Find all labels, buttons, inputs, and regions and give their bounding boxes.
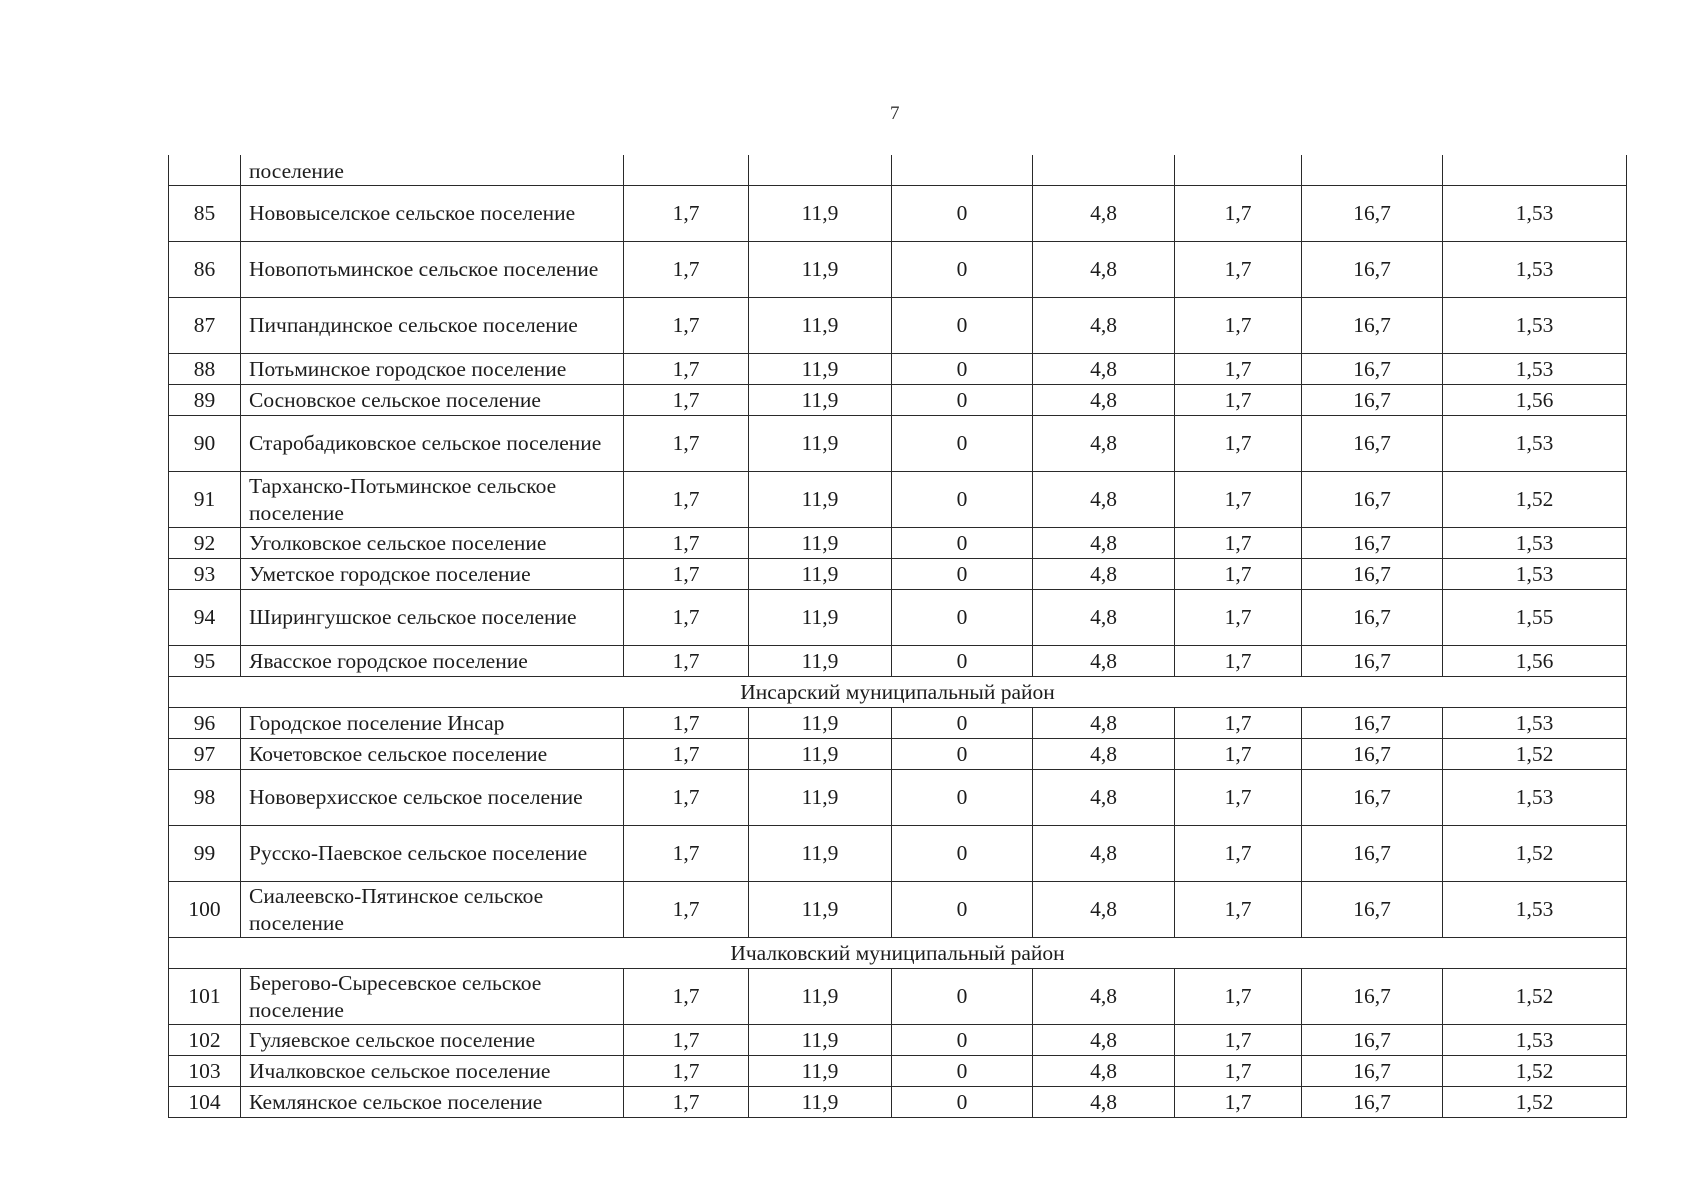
value-cell: 1,53 xyxy=(1443,559,1627,590)
value-cell: 0 xyxy=(892,186,1033,242)
value-cell: 4,8 xyxy=(1033,472,1175,528)
table-row xyxy=(169,882,1627,938)
value-cell: 1,7 xyxy=(1175,739,1302,770)
district-header-row xyxy=(169,677,1627,708)
value-cell: 4,8 xyxy=(1033,528,1175,559)
table-row xyxy=(169,385,1627,416)
value-cell: 1,7 xyxy=(624,242,749,298)
number-cell xyxy=(169,155,241,186)
value-cell: 1,7 xyxy=(1175,590,1302,646)
value-cell: 1,7 xyxy=(1175,559,1302,590)
settlement-name: Явасское городское поселение xyxy=(241,646,624,677)
value-cell: 1,7 xyxy=(624,646,749,677)
settlement-name: Берегово-Сыресевское сельское поселение xyxy=(241,969,624,1025)
value-cell: 1,7 xyxy=(1175,298,1302,354)
value-cell: 0 xyxy=(892,646,1033,677)
value-cell: 1,7 xyxy=(1175,646,1302,677)
value-cell: 16,7 xyxy=(1302,242,1443,298)
value-cell: 4,8 xyxy=(1033,882,1175,938)
value-cell: 4,8 xyxy=(1033,186,1175,242)
value-cell: 0 xyxy=(892,528,1033,559)
value-cell: 1,7 xyxy=(624,1056,749,1087)
value-cell: 1,7 xyxy=(624,186,749,242)
value-cell: 16,7 xyxy=(1302,708,1443,739)
value-cell: 16,7 xyxy=(1302,739,1443,770)
value-cell: 1,53 xyxy=(1443,882,1627,938)
settlement-name-cell: поселение xyxy=(241,155,624,186)
row-number: 100 xyxy=(169,882,241,938)
settlement-name: Ширингушское сельское поселение xyxy=(241,590,624,646)
value-cell: 1,7 xyxy=(624,770,749,826)
settlement-name: Сосновское сельское поселение xyxy=(241,385,624,416)
value-cell: 4,8 xyxy=(1033,242,1175,298)
value-cell: 4,8 xyxy=(1033,385,1175,416)
settlement-name: Пичпандинское сельское поселение xyxy=(241,298,624,354)
table-row xyxy=(169,1025,1627,1056)
settlement-name: Гуляевское сельское поселение xyxy=(241,1025,624,1056)
value-cell: 1,52 xyxy=(1443,826,1627,882)
value-cell: 11,9 xyxy=(749,472,892,528)
value-cell xyxy=(1175,155,1302,186)
value-cell: 1,7 xyxy=(624,354,749,385)
value-cell: 1,53 xyxy=(1443,186,1627,242)
value-cell: 1,7 xyxy=(1175,472,1302,528)
table-row xyxy=(169,528,1627,559)
settlement-name: Нововерхисское сельское поселение xyxy=(241,770,624,826)
value-cell: 11,9 xyxy=(749,739,892,770)
value-cell: 1,7 xyxy=(624,708,749,739)
value-cell: 16,7 xyxy=(1302,385,1443,416)
value-cell: 1,7 xyxy=(1175,770,1302,826)
row-number: 104 xyxy=(169,1087,241,1118)
settlement-name: Старобадиковское сельское поселение xyxy=(241,416,624,472)
value-cell: 11,9 xyxy=(749,186,892,242)
value-cell: 16,7 xyxy=(1302,1087,1443,1118)
value-cell: 0 xyxy=(892,708,1033,739)
value-cell: 4,8 xyxy=(1033,826,1175,882)
row-number: 91 xyxy=(169,472,241,528)
value-cell: 0 xyxy=(892,1056,1033,1087)
value-cell: 16,7 xyxy=(1302,1056,1443,1087)
settlement-name: Городское поселение Инсар xyxy=(241,708,624,739)
row-number: 95 xyxy=(169,646,241,677)
settlement-name: Кочетовское сельское поселение xyxy=(241,739,624,770)
row-number: 102 xyxy=(169,1025,241,1056)
value-cell: 11,9 xyxy=(749,1087,892,1118)
row-number: 93 xyxy=(169,559,241,590)
settlement-name: Ичалковское сельское поселение xyxy=(241,1056,624,1087)
value-cell: 0 xyxy=(892,590,1033,646)
row-number: 86 xyxy=(169,242,241,298)
value-cell: 1,7 xyxy=(624,385,749,416)
table-row xyxy=(169,472,1627,528)
value-cell: 11,9 xyxy=(749,969,892,1025)
row-number: 85 xyxy=(169,186,241,242)
value-cell: 1,53 xyxy=(1443,242,1627,298)
row-number: 88 xyxy=(169,354,241,385)
value-cell xyxy=(1033,155,1175,186)
value-cell: 0 xyxy=(892,416,1033,472)
district-title: Инсарский муниципальный район xyxy=(169,677,1627,708)
value-cell: 1,56 xyxy=(1443,646,1627,677)
value-cell: 11,9 xyxy=(749,590,892,646)
table-row xyxy=(169,354,1627,385)
value-cell: 16,7 xyxy=(1302,354,1443,385)
value-cell: 1,7 xyxy=(624,559,749,590)
value-cell: 16,7 xyxy=(1302,590,1443,646)
value-cell: 0 xyxy=(892,826,1033,882)
value-cell: 11,9 xyxy=(749,708,892,739)
table-row xyxy=(169,969,1627,1025)
value-cell: 1,7 xyxy=(624,590,749,646)
value-cell: 1,7 xyxy=(1175,1025,1302,1056)
value-cell: 1,53 xyxy=(1443,298,1627,354)
value-cell: 1,56 xyxy=(1443,385,1627,416)
value-cell: 1,7 xyxy=(624,472,749,528)
table-row xyxy=(169,739,1627,770)
value-cell: 16,7 xyxy=(1302,826,1443,882)
value-cell: 16,7 xyxy=(1302,416,1443,472)
value-cell: 11,9 xyxy=(749,559,892,590)
value-cell: 1,7 xyxy=(1175,969,1302,1025)
continuation-row xyxy=(169,155,1627,186)
value-cell: 11,9 xyxy=(749,770,892,826)
value-cell: 1,7 xyxy=(1175,1056,1302,1087)
value-cell: 1,52 xyxy=(1443,472,1627,528)
settlement-name: Русско-Паевское сельское поселение xyxy=(241,826,624,882)
table-row xyxy=(169,559,1627,590)
row-number: 94 xyxy=(169,590,241,646)
table-row xyxy=(169,646,1627,677)
value-cell: 4,8 xyxy=(1033,298,1175,354)
settlement-name: Уголковское сельское поселение xyxy=(241,528,624,559)
value-cell: 4,8 xyxy=(1033,1056,1175,1087)
district-title: Ичалковский муниципальный район xyxy=(169,938,1627,969)
value-cell: 1,53 xyxy=(1443,708,1627,739)
settlement-name: Новопотьминское сельское поселение xyxy=(241,242,624,298)
value-cell: 0 xyxy=(892,559,1033,590)
value-cell: 4,8 xyxy=(1033,416,1175,472)
value-cell xyxy=(1302,155,1443,186)
value-cell: 11,9 xyxy=(749,528,892,559)
value-cell: 1,7 xyxy=(624,528,749,559)
value-cell: 1,7 xyxy=(1175,385,1302,416)
row-number: 99 xyxy=(169,826,241,882)
row-number: 97 xyxy=(169,739,241,770)
value-cell: 11,9 xyxy=(749,882,892,938)
value-cell: 1,53 xyxy=(1443,770,1627,826)
value-cell: 4,8 xyxy=(1033,646,1175,677)
value-cell xyxy=(749,155,892,186)
settlement-name: Уметское городское поселение xyxy=(241,559,624,590)
row-number: 98 xyxy=(169,770,241,826)
row-number: 96 xyxy=(169,708,241,739)
value-cell: 1,7 xyxy=(624,1025,749,1056)
settlement-name: Сиалеевско-Пятинское сельское поселение xyxy=(241,882,624,938)
value-cell: 4,8 xyxy=(1033,708,1175,739)
value-cell: 0 xyxy=(892,385,1033,416)
value-cell: 4,8 xyxy=(1033,969,1175,1025)
value-cell: 0 xyxy=(892,242,1033,298)
settlement-name: Потьминское городское поселение xyxy=(241,354,624,385)
value-cell: 4,8 xyxy=(1033,770,1175,826)
table-row xyxy=(169,242,1627,298)
value-cell: 16,7 xyxy=(1302,186,1443,242)
value-cell: 4,8 xyxy=(1033,354,1175,385)
value-cell: 0 xyxy=(892,739,1033,770)
value-cell: 11,9 xyxy=(749,354,892,385)
table-row xyxy=(169,770,1627,826)
value-cell: 0 xyxy=(892,882,1033,938)
value-cell: 11,9 xyxy=(749,298,892,354)
value-cell: 16,7 xyxy=(1302,770,1443,826)
settlement-name: Кемлянское сельское поселение xyxy=(241,1087,624,1118)
value-cell: 16,7 xyxy=(1302,646,1443,677)
table-row xyxy=(169,1087,1627,1118)
table-row xyxy=(169,186,1627,242)
value-cell: 11,9 xyxy=(749,242,892,298)
value-cell: 1,7 xyxy=(1175,826,1302,882)
value-cell xyxy=(892,155,1033,186)
value-cell: 16,7 xyxy=(1302,472,1443,528)
value-cell: 1,7 xyxy=(624,739,749,770)
value-cell: 1,7 xyxy=(624,826,749,882)
value-cell: 16,7 xyxy=(1302,528,1443,559)
value-cell: 1,53 xyxy=(1443,416,1627,472)
value-cell: 1,52 xyxy=(1443,1087,1627,1118)
row-number: 89 xyxy=(169,385,241,416)
value-cell: 1,7 xyxy=(1175,1087,1302,1118)
value-cell: 11,9 xyxy=(749,826,892,882)
value-cell: 0 xyxy=(892,298,1033,354)
value-cell: 16,7 xyxy=(1302,1025,1443,1056)
row-number: 92 xyxy=(169,528,241,559)
value-cell: 1,53 xyxy=(1443,1025,1627,1056)
value-cell: 1,7 xyxy=(624,416,749,472)
value-cell: 4,8 xyxy=(1033,1087,1175,1118)
value-cell: 1,7 xyxy=(624,1087,749,1118)
value-cell: 1,52 xyxy=(1443,969,1627,1025)
value-cell: 1,7 xyxy=(1175,416,1302,472)
value-cell: 1,7 xyxy=(1175,528,1302,559)
row-number: 90 xyxy=(169,416,241,472)
district-header-row xyxy=(169,938,1627,969)
value-cell: 1,53 xyxy=(1443,354,1627,385)
settlement-name: Нововыселское сельское поселение xyxy=(241,186,624,242)
value-cell: 11,9 xyxy=(749,646,892,677)
value-cell: 1,53 xyxy=(1443,528,1627,559)
row-number: 101 xyxy=(169,969,241,1025)
settlement-name: Тарханско-Потьминское сельское поселение xyxy=(241,472,624,528)
value-cell: 4,8 xyxy=(1033,590,1175,646)
value-cell: 11,9 xyxy=(749,1025,892,1056)
table-row xyxy=(169,826,1627,882)
table-row xyxy=(169,590,1627,646)
value-cell: 1,52 xyxy=(1443,1056,1627,1087)
value-cell: 0 xyxy=(892,354,1033,385)
value-cell: 1,7 xyxy=(624,882,749,938)
value-cell: 11,9 xyxy=(749,416,892,472)
value-cell: 16,7 xyxy=(1302,969,1443,1025)
value-cell: 0 xyxy=(892,472,1033,528)
settlement-table xyxy=(168,155,1627,1118)
table-row xyxy=(169,708,1627,739)
value-cell xyxy=(624,155,749,186)
value-cell: 4,8 xyxy=(1033,1025,1175,1056)
value-cell: 11,9 xyxy=(749,1056,892,1087)
value-cell: 1,7 xyxy=(624,298,749,354)
value-cell: 0 xyxy=(892,1087,1033,1118)
value-cell: 1,52 xyxy=(1443,739,1627,770)
table-row xyxy=(169,416,1627,472)
value-cell: 16,7 xyxy=(1302,298,1443,354)
value-cell: 0 xyxy=(892,1025,1033,1056)
value-cell: 4,8 xyxy=(1033,739,1175,770)
table-row xyxy=(169,1056,1627,1087)
value-cell: 16,7 xyxy=(1302,559,1443,590)
value-cell xyxy=(1443,155,1627,186)
page-number: 7 xyxy=(890,103,900,124)
value-cell: 1,7 xyxy=(1175,354,1302,385)
row-number: 103 xyxy=(169,1056,241,1087)
value-cell: 4,8 xyxy=(1033,559,1175,590)
value-cell: 11,9 xyxy=(749,385,892,416)
value-cell: 1,7 xyxy=(1175,242,1302,298)
value-cell: 1,7 xyxy=(1175,708,1302,739)
value-cell: 1,55 xyxy=(1443,590,1627,646)
table-row xyxy=(169,298,1627,354)
value-cell: 1,7 xyxy=(624,969,749,1025)
value-cell: 1,7 xyxy=(1175,882,1302,938)
row-number: 87 xyxy=(169,298,241,354)
value-cell: 1,7 xyxy=(1175,186,1302,242)
value-cell: 0 xyxy=(892,770,1033,826)
value-cell: 16,7 xyxy=(1302,882,1443,938)
value-cell: 0 xyxy=(892,969,1033,1025)
